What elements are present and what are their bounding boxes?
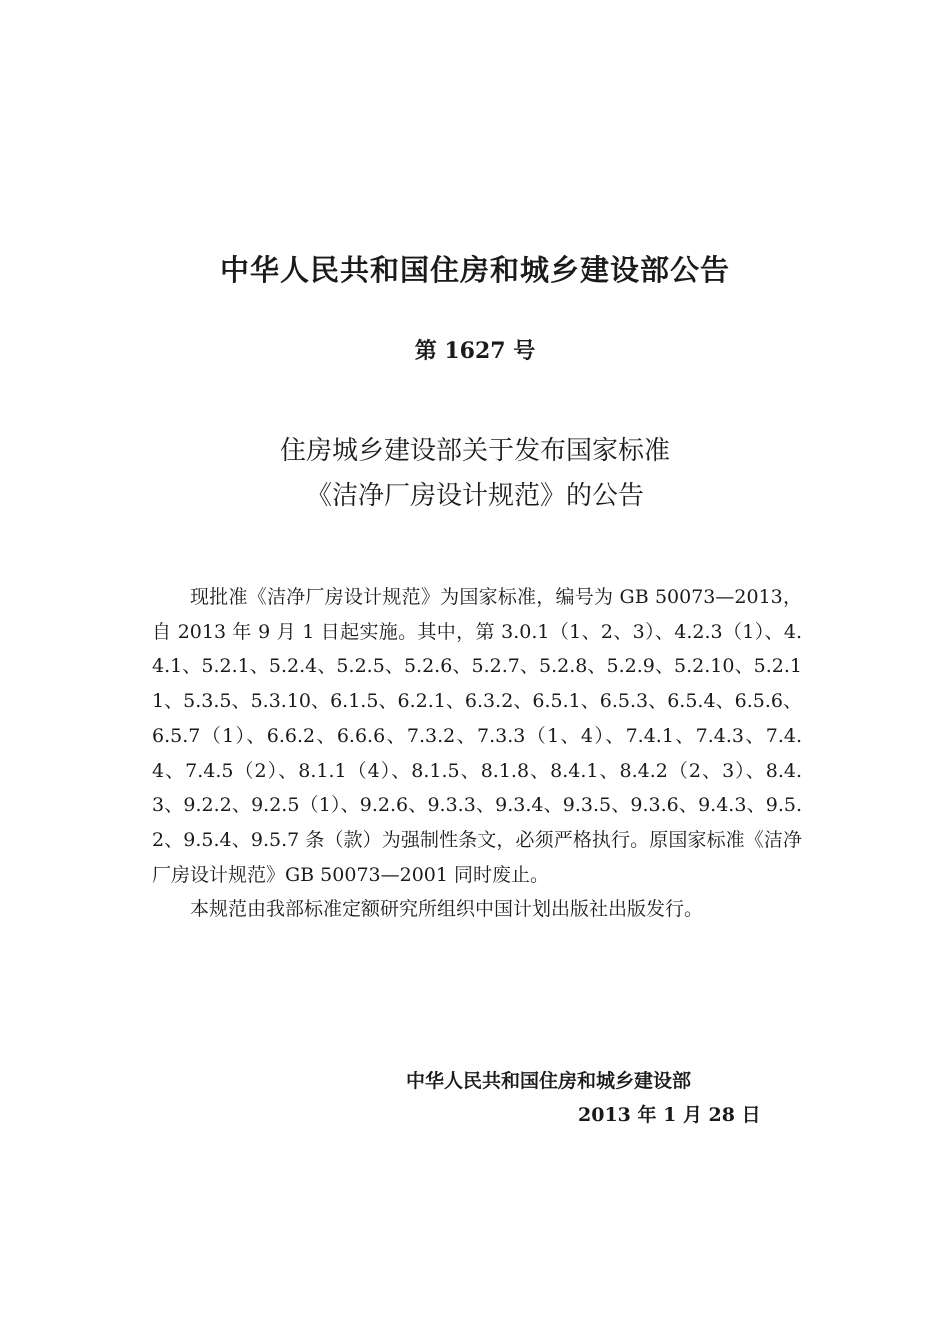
signature-date: 2013 年 1 月 28 日 — [578, 1104, 761, 1126]
body-paragraph-1: 现批准《洁净厂房设计规范》为国家标准，编号为 GB 50073—2013，自 2013 年 9 月 1 日起实施。其中，第 3.0.1（1、2、3）、4.2.3（1）、4.4.1、5.2.1、5.2.4、5.2.5、5.2.6、5.2.7、5.2.8、5.2.9、5.2.10、5.2.11、5.3.5、5.3.10、6.1.5、6.2.1、6.3.2、6.5.1、6.5.3、6.5.4、6.5.6、6.5.7（1）、6.6.2、6.6.6、7.3.2、7.3.3（1、4）、7.4.1、7.4.3、7.4.4、7.4.5（2）、8.1.1（4）、8.1.5、8.1.8、8.4.1、8.4.2（2、3）、8.4.3、9.2.2、9.2.5（1）、9.2.6、9.3.3、9.3.4、9.3.5、9.3.6、9.4.3、9.5.2、9.5.4、9.5.7 条（款）为强制性条文，必须严格执行。原国家标准《洁净厂房设计规范》GB 50073—2001 同时废止。 — [152, 586, 802, 886]
announcement-subtitle-line-1: 住房城乡建设部关于发布国家标准 — [279, 436, 670, 466]
signature-organization: 中华人民共和国住房和城乡建设部 — [406, 1070, 692, 1092]
announcement-headline: 中华人民共和国住房和城乡建设部公告 — [219, 253, 730, 287]
body-paragraph-2: 本规范由我部标准定额研究所组织中国计划出版社出版发行。 — [190, 898, 704, 921]
announcement-number: 第 1627 号 — [414, 338, 536, 364]
announcement-body — [152, 580, 802, 927]
announcement-subtitle-line-2: 《洁净厂房设计规范》的公告 — [305, 481, 644, 511]
